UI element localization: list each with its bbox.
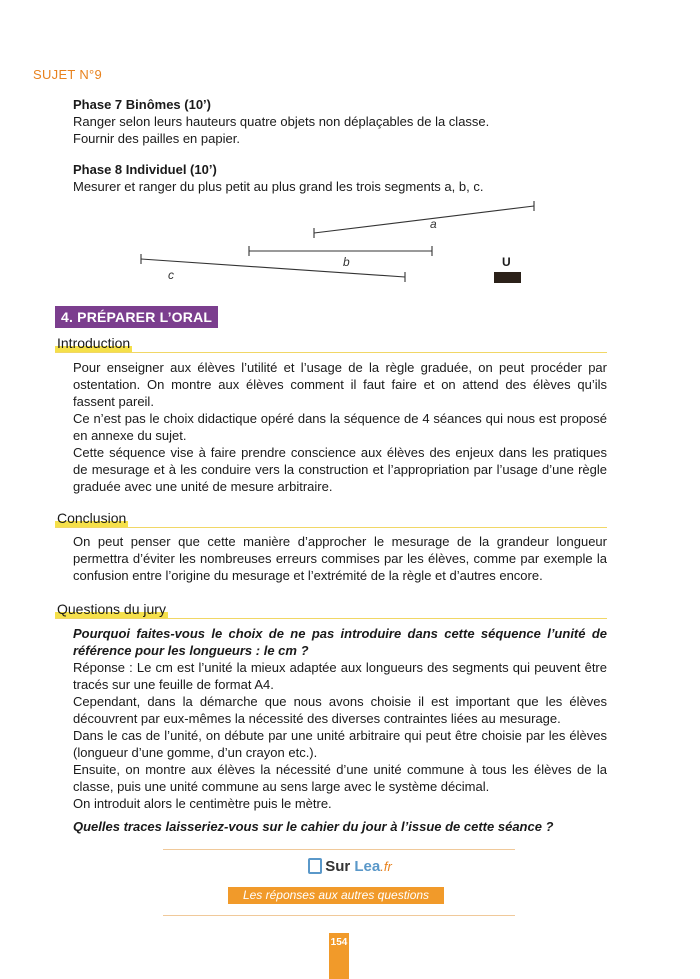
segment-c xyxy=(141,259,405,277)
phase7-block xyxy=(73,96,607,147)
subject-label: SUJET N°9 xyxy=(33,67,103,82)
conclusion-heading: Conclusion xyxy=(57,510,127,526)
book-icon xyxy=(308,858,322,874)
section-title: 4. PRÉPARER L’ORAL xyxy=(55,306,218,328)
introduction-heading: Introduction xyxy=(57,335,131,351)
phase7-title: Phase 7 Binômes (10’) xyxy=(73,97,211,112)
unit-u-bar xyxy=(494,272,521,283)
jury-heading: Questions du jury xyxy=(57,601,166,617)
segment-a xyxy=(314,206,534,233)
introduction-text xyxy=(73,359,607,495)
jury-answer-4: Ensuite, on montre aux élèves la nécessité d’une unité commune à tous les élèves de la classe, puis une unité commune au sens large avec le système décimal. xyxy=(73,762,607,794)
conclusion-text xyxy=(73,533,607,584)
phase7-line-1: Ranger selon leurs hauteurs quatre objets non déplaçables de la classe. xyxy=(73,114,490,129)
label-c: c xyxy=(168,268,174,282)
label-a: a xyxy=(430,217,437,231)
introduction-p1: Pour enseigner aux élèves l’utilité et l’usage de la règle graduée, on peut procéder par ostentation. On montre aux élèves comment il faut faire et on attend des élèves qu’ils fassent pareil. xyxy=(73,360,607,409)
surlea-logo[interactable] xyxy=(0,858,700,875)
other-answers-link[interactable]: Les réponses aux autres questions xyxy=(228,887,444,904)
phase8-block xyxy=(73,161,607,195)
jury-underline xyxy=(55,618,607,619)
jury-text xyxy=(73,625,607,835)
label-u: U xyxy=(502,255,511,269)
footer-rule-top xyxy=(163,849,515,850)
phase8-line: Mesurer et ranger du plus petit au plus grand les trois segments a, b, c. xyxy=(73,179,484,194)
label-b: b xyxy=(343,255,350,269)
jury-question-2: Quelles traces laisseriez-vous sur le cahier du jour à l’issue de cette séance ? xyxy=(73,819,554,834)
introduction-p2: Ce n’est pas le choix didactique opéré dans la séquence de 4 séances qui nous est proposé en annexe du sujet. xyxy=(73,411,607,443)
jury-answer-5: On introduit alors le centimètre puis le mètre. xyxy=(73,796,332,811)
footer-rule-bottom xyxy=(163,915,515,916)
jury-answer-2: Cependant, dans la démarche que nous avons choisie il est important que les élèves découvrent par eux-mêmes la nécessité des diverses contraintes liées au mesurage. xyxy=(73,694,607,726)
phase7-line-2: Fournir des pailles en papier. xyxy=(73,131,240,146)
jury-answer-3: Dans le cas de l’unité, on débute par une unité arbitraire qui peut être choisie par les élèves (longueur d’une gomme, d’un crayon etc.). xyxy=(73,728,607,760)
page-number: 154 xyxy=(329,933,349,979)
segments-figure xyxy=(0,195,700,295)
brand-sur: Sur xyxy=(325,858,351,875)
jury-answer-1: Réponse : Le cm est l’unité la mieux adaptée aux longueurs des segments qui peuvent être tracés sur une feuille de format A4. xyxy=(73,660,607,692)
introduction-p3: Cette séquence vise à faire prendre conscience aux élèves des enjeux dans les pratiques de mesurage et à les conduire vers la construction et l’appropriation par l’usage d’une règle graduée avec une unité de mesure arbitraire. xyxy=(73,445,607,494)
phase8-title: Phase 8 Individuel (10’) xyxy=(73,162,217,177)
jury-question-1: Pourquoi faites-vous le choix de ne pas introduire dans cette séquence l’unité de référence pour les longueurs : le cm ? xyxy=(73,626,607,658)
conclusion-underline xyxy=(55,527,607,528)
conclusion-p1: On peut penser que cette manière d’approcher le mesurage de la grandeur longueur permettra d’éviter les nombreuses erreurs commises par les élèves, comme par exemple la confusion entre l’origine du mesurage et l’extrémité de la règle et d’autres encore. xyxy=(73,534,607,583)
brand-fr: .fr xyxy=(380,859,392,874)
brand-lea: Lea xyxy=(354,858,381,875)
introduction-underline xyxy=(55,352,607,353)
